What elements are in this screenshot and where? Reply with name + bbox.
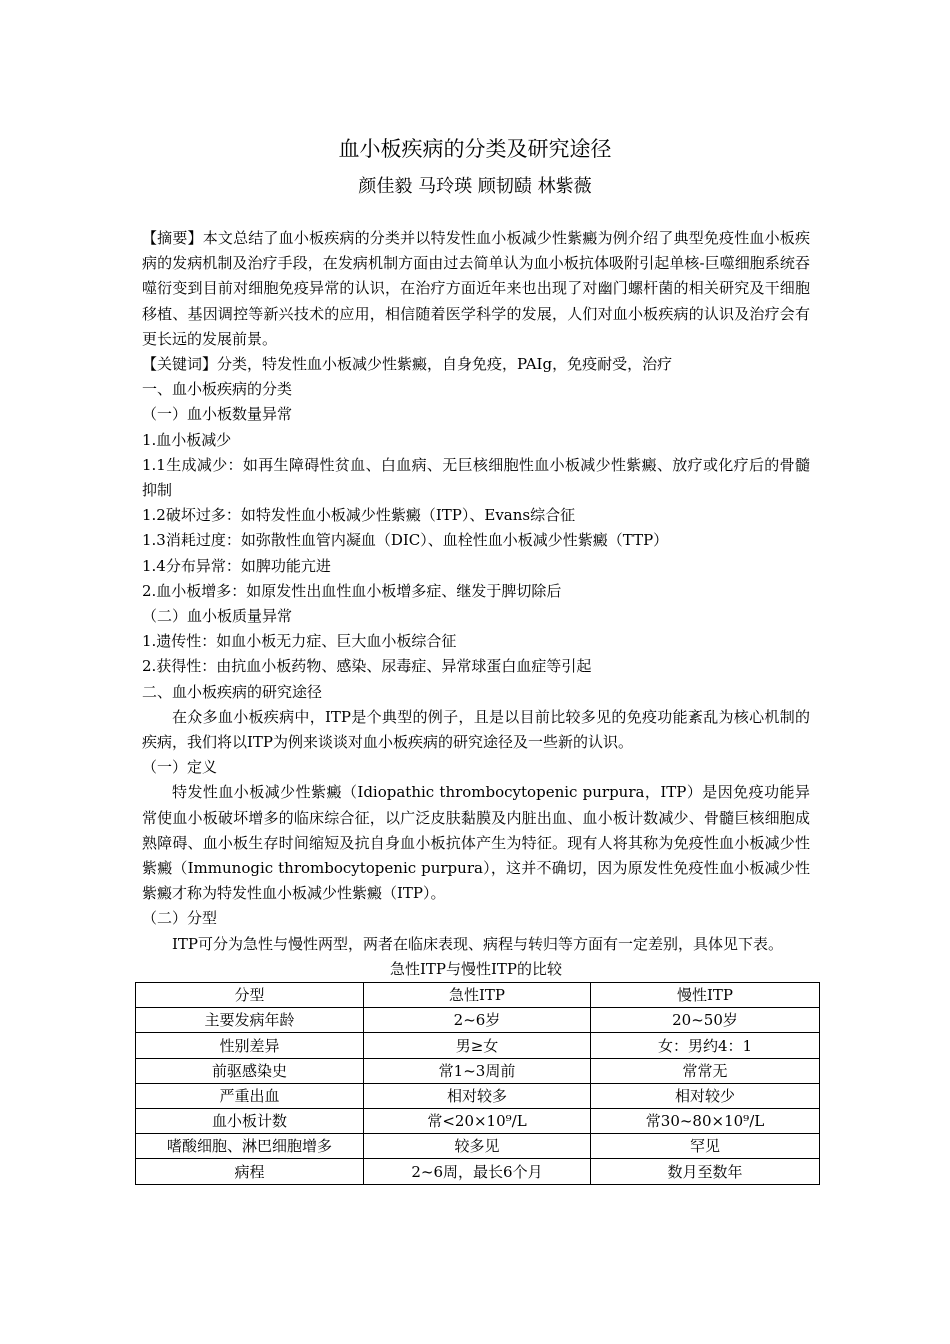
- table-cell: 罕见: [591, 1134, 820, 1159]
- section-heading: 二、血小板疾病的研究途径: [142, 682, 323, 701]
- table-cell: 常30~80×10⁹/L: [591, 1109, 820, 1134]
- table-cell: 20~50岁: [591, 1008, 820, 1033]
- table-cell: 血小板计数: [136, 1109, 364, 1134]
- table-row: [136, 1134, 820, 1159]
- table-cell: 男≥女: [364, 1033, 591, 1058]
- table-cell: 病程: [136, 1159, 364, 1184]
- table-cell: 2~6周，最长6个月: [364, 1159, 591, 1184]
- table-cell: 常<20×10⁹/L: [364, 1109, 591, 1134]
- table-cell: 数月至数年: [591, 1159, 820, 1184]
- paragraph: 在众多血小板疾病中，ITP是个典型的例子，且是以目前比较多见的免疫功能紊乱为核心机制的疾病，我们将以ITP为例来谈谈对血小板疾病的研究途径及一些新的认识。: [142, 707, 810, 752]
- list-item: 1.3消耗过度：如弥散性血管内凝血（DIC）、血栓性血小板减少性紫癜（TTP）: [142, 531, 669, 550]
- page-title: 血小板疾病的分类及研究途径: [338, 137, 612, 161]
- paragraph: ITP可分为急性与慢性两型，两者在临床表现、病程与转归等方面有一定差别，具体见下表。: [172, 934, 784, 953]
- table-header-cell: 慢性ITP: [591, 983, 820, 1008]
- table-cell: 相对较多: [364, 1083, 591, 1108]
- table-cell: 较多见: [364, 1134, 591, 1159]
- table-cell: 相对较少: [591, 1083, 820, 1108]
- authors: 颜佳毅 马玲瑛 顾韧赜 林紫薇: [358, 176, 592, 197]
- comparison-table: [135, 982, 820, 1185]
- subsection-heading: （一）定义: [142, 758, 218, 777]
- table-cell: 女：男约4：1: [591, 1033, 820, 1058]
- subsection-heading: （一）血小板数量异常: [142, 405, 293, 424]
- table-cell: 2~6岁: [364, 1008, 591, 1033]
- table-row: [136, 1109, 820, 1134]
- table-row: [136, 1058, 820, 1083]
- table-cell: 常常无: [591, 1058, 820, 1083]
- table-cell: 严重出血: [136, 1083, 364, 1108]
- list-item: 1.2破坏过多：如特发性血小板减少性紫癜（ITP）、Evans综合征: [142, 506, 576, 525]
- list-item: 1.遗传性：如血小板无力症、巨大血小板综合征: [142, 632, 457, 651]
- list-item: 1.1生成减少：如再生障碍性贫血、白血病、无巨核细胞性血小板减少性紫癜、放疗或化疗后的骨髓抑制: [142, 455, 810, 500]
- list-item: 1.4分布异常：如脾功能亢进: [142, 556, 331, 575]
- abstract: 【摘要】本文总结了血小板疾病的分类并以特发性血小板减少性紫癜为例介绍了典型免疫性血小板疾病的发病机制及治疗手段，在发病机制方面由过去简单认为血小板抗体吸附引起单核-巨噬细胞系统吞噬衍变到目前对细胞免疫异常的认识，在治疗方面近年来也出现了对幽门螺杆菌的相关研究及干细胞移植、基因调控等新兴技术的应用，相信随着医学科学的发展，人们对血小板疾病的认识及治疗会有更长远的发展前景。: [142, 229, 810, 348]
- document-body: [142, 226, 810, 1185]
- keywords: 【关键词】分类，特发性血小板减少性紫癜，自身免疫，PAIg，免疫耐受，治疗: [142, 355, 673, 374]
- table-cell: 常1~3周前: [364, 1058, 591, 1083]
- table-cell: 主要发病年龄: [136, 1008, 364, 1033]
- paragraph: 特发性血小板减少性紫癜（Idiopathic thrombocytopenic purpura，ITP）是因免疫功能异常使血小板破坏增多的临床综合征，以广泛皮肤黏膜及内脏出血、血小板计数减少、骨髓巨核细胞成熟障碍、血小板生存时间缩短及抗自身血小板抗体产生为特征。现有人将其称为免疫性血小板减少性紫癜（Immunogic thrombocytopenic purpura），这并不确切，因为原发性免疫性血小板减少性紫癜才称为特发性血小板减少性紫癜（ITP）。: [142, 783, 810, 903]
- table-cell: 性别差异: [136, 1033, 364, 1058]
- table-row: [136, 1033, 820, 1058]
- table-header-cell: 分型: [136, 983, 364, 1008]
- table-row: [136, 1083, 820, 1108]
- table-header-cell: 急性ITP: [364, 983, 591, 1008]
- table-row: [136, 1008, 820, 1033]
- subsection-heading: （二）分型: [142, 909, 218, 928]
- section-heading: 一、血小板疾病的分类: [142, 380, 293, 399]
- table-caption: 急性ITP与慢性ITP的比较: [389, 959, 563, 978]
- table-row: [136, 1159, 820, 1184]
- list-item: 1.血小板减少: [142, 430, 232, 449]
- table-cell: 前驱感染史: [136, 1058, 364, 1083]
- table-cell: 嗜酸细胞、淋巴细胞增多: [136, 1134, 364, 1159]
- list-item: 2.血小板增多：如原发性出血性血小板增多症、继发于脾切除后: [142, 581, 562, 600]
- table-header-row: [136, 983, 820, 1008]
- list-item: 2.获得性：由抗血小板药物、感染、尿毒症、异常球蛋白血症等引起: [142, 657, 592, 676]
- subsection-heading: （二）血小板质量异常: [142, 607, 293, 626]
